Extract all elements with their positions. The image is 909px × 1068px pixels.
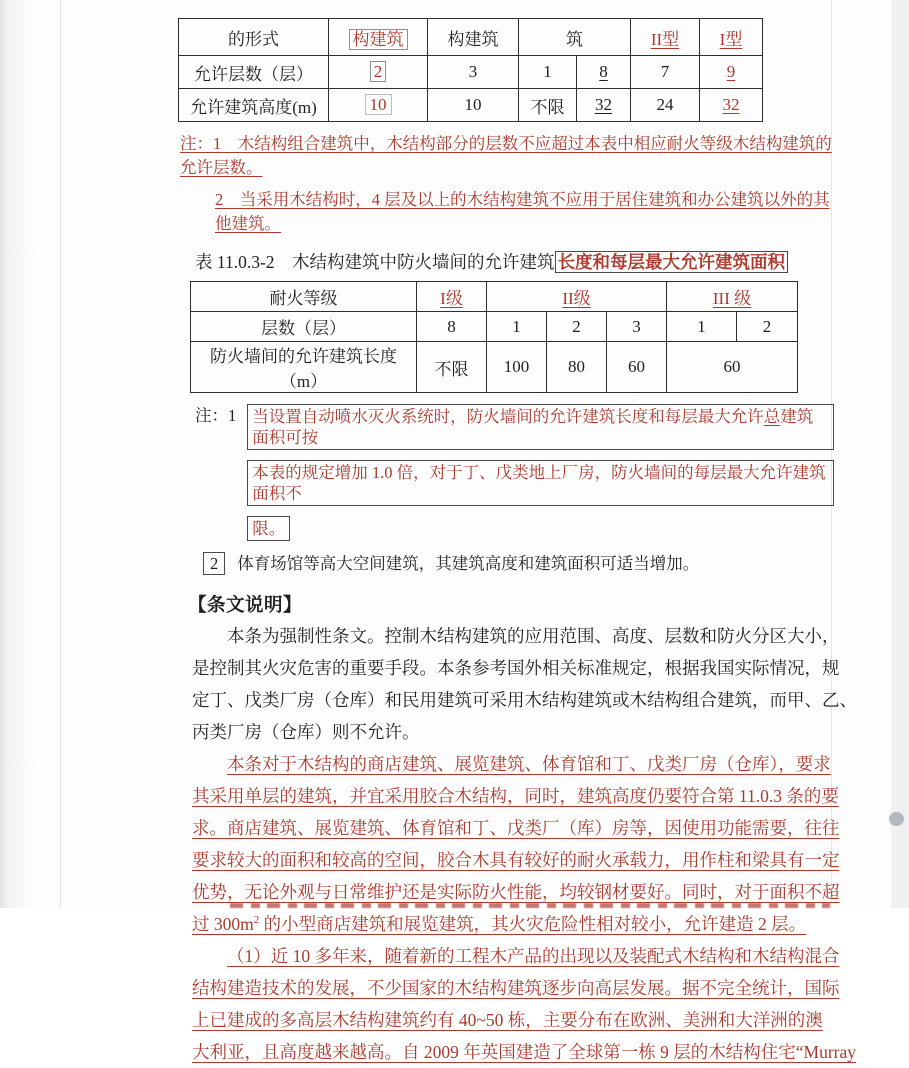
- table-cell: 3: [428, 56, 519, 89]
- table-header-cell: I级: [417, 282, 487, 312]
- boxed-annotation-line: 限。: [247, 516, 290, 541]
- table-cell: 7: [631, 56, 700, 89]
- boxed-annotation-line: 本表的规定增加 1.0 倍，对于丁、戊类地上厂房，防火墙间的每层最大允许建筑面积不: [247, 460, 834, 506]
- table-row: [191, 312, 798, 342]
- fire-wall-length-table: [190, 281, 798, 393]
- table-cell: 1: [519, 56, 577, 89]
- table-cell: 24: [631, 89, 700, 122]
- table2-note-2: [203, 552, 834, 575]
- table-cell: 8: [417, 312, 487, 342]
- table2-title: [195, 249, 834, 274]
- allowed-storeys-height-table: [178, 18, 763, 122]
- explanation-paragraph-3: （1）近 10 多年来，随着新的工程木产品的出现以及装配式木结构和木结构混合 结构建造技术的发展，不少国家的木结构建筑逐步向高层发展。据不完全统计，国际 上已建成的多高层木结构建筑约有 40~50 栋，主要分布在欧洲、美洲和大洋洲的澳 大利亚，且高度越来越高。自 2009 年英国建造了全球第一栋 9 层的木结构住宅“Murray: [192, 946, 856, 1062]
- table1-note-2: 2 当采用木结构时，4 层及以上的木结构建筑不应用于居住建筑和办公建筑以外的其他建筑。: [215, 190, 830, 233]
- explanation-paragraph-2: 本条对于木结构的商店建筑、展览建筑、体育馆和丁、戊类厂房（仓库），要求 其采用单层的建筑，并宜采用胶合木结构，同时，建筑高度仍要符合第 11.0.3 条的要 求。商店建筑、展览建筑、体育馆和丁、戊类厂（库）房等，因使用功能需要，往往 要求较大的面积和较高的空间，胶合木具有较好的耐火承载力，用作柱和梁具有一定 优势，无论外观与日常维护还是实际防火性能，均较钢材要好。同时，对于面积不超 过 $300m^2$ 的小型商店建筑和展览建筑，其火灾危险性相对较小，允许建造 2 层。: [192, 748, 832, 940]
- document-page: [178, 18, 857, 1068]
- table-header-cell: II型: [631, 19, 700, 56]
- table2-note-1: [195, 404, 834, 551]
- table-cell: 10: [428, 89, 519, 122]
- table-cell: 不限: [519, 89, 577, 122]
- table-cell: 60: [667, 342, 798, 393]
- note-text: 体育场馆等高大空间建筑，其建筑高度和建筑面积可适当增加。: [237, 554, 700, 573]
- note-number-box: 2: [203, 552, 225, 575]
- table2-title-red-annotation: 长度和每层最大允许建筑面积: [555, 251, 789, 273]
- table-header-cell: 的形式: [179, 19, 329, 56]
- table-header-cell: 构建筑: [329, 19, 428, 56]
- table-cell: 8: [577, 56, 631, 89]
- table-cell: 不限: [417, 342, 487, 393]
- explanation-paragraph-1: 本条为强制性条文。控制木结构建筑的应用范围、高度、层数和防火分区大小， 是控制其火灾危害的重要手段。本条参考国外相关标准规定，根据我国实际情况，规 定丁、戊类厂房（仓库）和民用建筑可采用木结构建筑或木结构组合建筑，而甲、乙、 丙类厂房（仓库）则不允许。: [192, 626, 857, 742]
- page-left-shadow: [0, 0, 42, 908]
- table-cell: 80: [547, 342, 607, 393]
- table-cell: 3: [607, 312, 667, 342]
- row-label-cell: 允许层数（层）: [179, 56, 329, 89]
- table-header-cell: III 级: [667, 282, 798, 312]
- table-cell: 1: [667, 312, 737, 342]
- table-row: [191, 342, 798, 393]
- table-cell: 1: [487, 312, 547, 342]
- table-cell: 2: [329, 56, 428, 89]
- table-header-cell: II级: [487, 282, 667, 312]
- table-row: [191, 282, 798, 312]
- scan-left-edge-line: [60, 0, 61, 908]
- table1-note-1: 注：1 木结构组合建筑中，木结构部分的层数不应超过本表中相应耐火等级木结构建筑的允许层数。: [180, 134, 832, 177]
- cutoff-next-text-line: [230, 903, 830, 908]
- table-header-cell: 耐火等级: [191, 282, 417, 312]
- row-label-cell: 允许建筑高度(m): [179, 89, 329, 122]
- table-cell: 2: [737, 312, 798, 342]
- row-label-cell: 防火墙间的允许建筑长度（m）: [191, 342, 417, 393]
- table-row: [179, 89, 763, 122]
- table2-title-black: 表 11.0.3-2 木结构建筑中防火墙间的允许建筑: [195, 252, 555, 272]
- table-header-cell: 构建筑: [428, 19, 519, 56]
- table-cell: 2: [547, 312, 607, 342]
- table-cell: 60: [607, 342, 667, 393]
- boxed-annotation-line: 当设置自动喷水灭火系统时，防火墙间的允许建筑长度和每层最大允许总建筑面积可按: [247, 404, 834, 450]
- note-prefix: 注：1: [195, 406, 237, 425]
- table-cell: 32: [700, 89, 763, 122]
- table-cell: 9: [700, 56, 763, 89]
- table-row: [179, 56, 763, 89]
- right-gutter: [891, 0, 909, 908]
- table-cell: 100: [487, 342, 547, 393]
- table-cell: 10: [329, 89, 428, 122]
- explanation-heading: 【条文说明】: [188, 596, 303, 616]
- paragraph-line-superscript: 过 $300m^2$ 的小型商店建筑和展览建筑，其火灾危险性相对较小，允许建造 2 层。: [192, 914, 807, 934]
- table-header-cell: I型: [700, 19, 763, 56]
- row-label-cell: 层数（层）: [191, 312, 417, 342]
- table-header-cell: 筑: [519, 19, 631, 56]
- table-cell: 32: [577, 89, 631, 122]
- scrollbar-thumb[interactable]: [889, 812, 904, 826]
- table-row: [179, 19, 763, 56]
